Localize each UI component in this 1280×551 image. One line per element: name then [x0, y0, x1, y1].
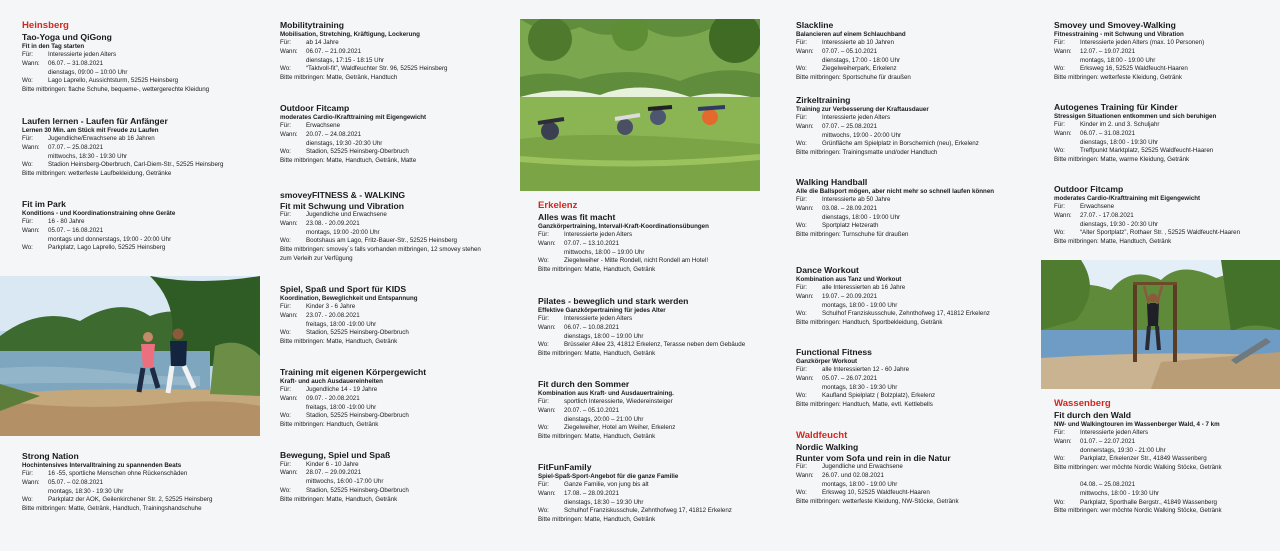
row-fuer: Für: alle Interessierten 12 - 60 Jahre: [796, 366, 910, 373]
row-fuer: Für: 16 - 80 Jahre: [22, 218, 85, 225]
row-wo: Wo: Stadion Heinsberg-Oberbruch, Carl-Diem-Str., 52525 Heinsberg: [22, 161, 224, 169]
course-title: Autogenes Training für Kinder: [1054, 102, 1178, 112]
row-wo: Wo: Schulhof Franziskusschule, Zehnthofweg 17, 41812 Erkelenz: [796, 310, 990, 318]
bring-along: Bitte mitbringen: Matte, Handtuch, Getränk: [280, 495, 398, 503]
row-wann: Wann: 07.07. – 13.10.2021: [538, 239, 620, 247]
row-wann: Wann: 05.07. – 26.07.2021: [796, 374, 878, 382]
row-wo: Wo: Kaufland Spielplatz ( Bolzplatz), Erkelenz: [796, 392, 936, 400]
row-wo: Wo: Stadion, 52525 Heinsberg-Oberbruch: [280, 148, 409, 156]
row-wann-time-2: mittwochs, 18:00 - 19:30 Uhr: [1080, 489, 1160, 497]
bring-along: Bitte mitbringen: Handtuch, Matte, evtl. Kettlebells: [796, 401, 933, 409]
section-sommer: [538, 379, 778, 442]
row-wo: Wo: Stadion, 52525 Heinsberg-Oberbruch: [280, 412, 409, 420]
row-wann-time: dienstags, 20:00 – 21:00 Uhr: [564, 415, 644, 423]
course-title: Mobilitytraining: [280, 20, 344, 30]
outdoor-fitness-bar-photo: [1041, 260, 1280, 389]
section-koerpergewicht: [280, 367, 515, 430]
row-fuer: Für: Interessierte jeden Alters: [1054, 429, 1149, 436]
row-fuer: Für: ab 14 Jahre: [280, 39, 339, 46]
row-wann: Wann: 17.08. – 28.09.2021: [538, 489, 620, 497]
row-wann: Wann: 05.07. – 16.08.2021: [22, 226, 104, 234]
row-fuer: Für: Jugendliche und Erwachsene: [280, 211, 387, 218]
row-wo: Wo: Parkplatz, Erkelenzer Str., 41849 Wassenberg: [1054, 455, 1207, 463]
course-subtitle: Alle die Ballsport mögen, aber nicht mehr so schnell laufen können: [796, 187, 995, 195]
section-park: [22, 199, 262, 253]
column-3: [538, 0, 778, 551]
row-wann: Wann: 07.07. – 25.08.2021: [796, 122, 878, 130]
row-fuer: Für: Kinder 6 - 10 Jahre: [280, 460, 359, 468]
row-wann: Wann: 19.07. – 20.09.2021: [796, 292, 878, 300]
course-title: Fit durch den Wald: [1054, 410, 1132, 420]
row-wann: Wann: 28.07. – 29.09.2021: [280, 469, 362, 477]
running-couple-photo: [0, 276, 260, 436]
row-wo: Wo: Sportplatz Hetzerath: [796, 222, 879, 230]
row-wann: Wann: 20.07. – 05.10.2021: [538, 406, 620, 414]
row-wann-time: montags, 18:30 - 19:30 Uhr: [822, 383, 898, 391]
row-wo: Wo: “Alter Sportplatz”, Rothaer Str. , 52525 Waldfeucht-Haaren: [1054, 229, 1241, 237]
bring-along: Bitte mitbringen: Matte, Handtuch, Getränk: [538, 433, 656, 441]
bring-along: Bitte mitbringen: wetterfeste Kleidung, Getränk: [1054, 74, 1182, 82]
bring-along: Bitte mitbringen: Matte, Handtuch, Getränk: [538, 350, 656, 358]
row-fuer: Für: Jugendliche 14 - 19 Jahre: [280, 386, 378, 393]
bring-along-cont: zum Verleih zur Verfügung: [280, 254, 353, 262]
section-smovey-fitness: [280, 190, 515, 264]
section-laufen: [22, 116, 262, 179]
row-wann-time: dienstags, 18:30 – 19:30 Uhr: [564, 498, 644, 506]
course-title: Smovey und Smovey-Walking: [1054, 20, 1176, 30]
course-title: Fit durch den Sommer: [538, 379, 630, 389]
course-subtitle: Lernen 30 Min. am Stück mit Freude zu Laufen: [22, 126, 159, 134]
bring-along: Bitte mitbringen: wer möchte Nordic Walking Stöcke, Getränk: [1054, 464, 1222, 472]
course-title: Tao-Yoga und QiGong: [22, 32, 112, 42]
row-wo: Wo: Parkplatz, Lago Laprello, 52525 Heinsberg: [22, 244, 166, 252]
course-title: Walking Handball: [796, 177, 868, 187]
section-fit-durch-den-wald: [1054, 398, 1280, 516]
row-wo: Wo: Bootshaus am Lago, Fritz-Bauer-Str., 52525 Heinsberg: [280, 237, 457, 245]
row-fuer: Für: Jugendliche und Erwachsene: [796, 463, 903, 470]
course-subtitle: moderates Cardio-/Krafttraining mit Eigengewicht: [1054, 194, 1201, 202]
bring-along: Bitte mitbringen: Trainingsmatte und/oder Handtuch: [796, 149, 938, 157]
row-wann-time: montags, 18:00 - 19:00 Uhr: [1080, 56, 1156, 64]
section-slackline: [796, 20, 1036, 83]
section-nordic: [796, 430, 1036, 507]
row-wann-time: dienstags, 17:00 - 18:00 Uhr: [822, 56, 901, 64]
row-fuer: Für: Interessierte jeden Alters: [538, 315, 633, 322]
course-subtitle: Koordination, Beweglichkeit und Entspannung: [280, 294, 418, 302]
row-wo: Wo: Ziegelweiher, Hotel am Weiher, Erkelenz: [538, 424, 676, 432]
row-wann: Wann: 05.07. – 02.08.2021: [22, 478, 104, 486]
course-subtitle: NW- und Walkingtouren im Wassenberger Wald, 4 - 7 km: [1054, 420, 1220, 428]
course-subtitle: Effektive Ganzkörpertraining für jedes Alter: [538, 306, 666, 314]
row-fuer: Für: Jugendliche/Erwachsene ab 16 Jahren: [22, 135, 155, 142]
course-subtitle: Ganzkörper Workout: [796, 357, 858, 365]
course-title: Outdoor Fitcamp: [280, 103, 350, 113]
location-heading-waldfeucht: Waldfeucht: [796, 430, 848, 441]
row-wann-time: dienstags, 09:00 – 10:00 Uhr: [48, 68, 128, 76]
section-alles: [538, 200, 778, 275]
bring-along: Bitte mitbringen: Handtuch, Sportbekleidung, Getränk: [796, 319, 943, 327]
row-wann: Wann: 06.07. – 10.08.2021: [538, 323, 620, 331]
row-fuer: Für: Interessierte jeden Alters: [22, 51, 117, 58]
row-fuer: Für: Interessierte ab 10 Jahren: [796, 39, 894, 46]
row-wo: Wo: Brüsseler Allee 23, 41812 Erkelenz, Terasse neben dem Gebäude: [538, 341, 746, 349]
course-title: Fit im Park: [22, 199, 66, 209]
section-outdoor-fitcamp-2: [1054, 184, 1280, 247]
bring-along: Bitte mitbringen: Matte, Handtuch, Getränk: [538, 516, 656, 524]
course-title: Pilates - beweglich und stark werden: [538, 296, 689, 306]
course-subtitle: Stressigen Situationen entkommen und sich beruhigen: [1054, 112, 1217, 120]
row-wann: Wann: 27.07. - 17.08.2021: [1054, 211, 1134, 219]
course-title: Nordic Walking: [796, 442, 859, 452]
row-fuer: Für: Interessierte ab 50 Jahre: [796, 196, 891, 203]
bring-along: Bitte mitbringen: wetterfeste Laufbekleidung, Getränke: [22, 170, 172, 178]
row-fuer: Für: Ganze Familie, von jung bis alt: [538, 481, 649, 488]
section-outdoor-fitcamp: [280, 103, 515, 166]
row-wann: Wann: 26.07. und 02.08.2021: [796, 471, 884, 479]
course-subtitle: Kraft- und auch Ausdauereinheiten: [280, 377, 383, 385]
row-fuer: Für: Erwachsene: [1054, 203, 1115, 210]
row-wo: Wo: Erksweg 10, 52525 Waldfeucht-Haaren: [796, 489, 930, 497]
row-wo: Wo: Treffpunkt Marktplatz, 52525 Waldfeucht-Haaren: [1054, 147, 1214, 155]
row-wann: Wann: 01.07. – 22.07.2021: [1054, 437, 1136, 445]
course-title: Training mit eigenen Körpergewicht: [280, 367, 427, 377]
course-title: Alles was fit macht: [538, 212, 616, 222]
bring-along: Bitte mitbringen: Turnschuhe für draußen: [796, 231, 909, 239]
row-wo: Wo: Grünfläche am Spielplatz in Borschemich (neu), Erkelenz: [796, 140, 979, 148]
bring-along-2: Bitte mitbringen: wer möchte Nordic Walking Stöcke, Getränk: [1054, 507, 1222, 515]
row-wann-time: montags, 18:00 - 19:00 Uhr: [822, 301, 898, 309]
section-mobility: [280, 20, 515, 83]
course-title: Laufen lernen - Laufen für Anfänger: [22, 116, 168, 126]
course-subtitle: Kombination aus Tanz und Workout: [796, 275, 902, 283]
row-wann: Wann: 07.07. – 25.08.2021: [22, 143, 104, 151]
section-strong: [22, 451, 262, 514]
row-wann-time: dienstags, 19:30 - 20:30 Uhr: [1080, 220, 1159, 228]
row-wann-time: dienstags, 18:00 – 19:00 Uhr: [564, 332, 644, 340]
row-wann: Wann: 06.07. – 31.08.2021: [22, 59, 104, 67]
course-subtitle: Fit in den Tag starten: [22, 42, 85, 50]
location-heading-wassenberg: Wassenberg: [1054, 398, 1111, 409]
course-subtitle: moderates Cardio-/Krafttraining mit Eigengewicht: [280, 113, 427, 121]
course-subtitle: Hochintensives Intervalltraining zu spannenden Beats: [22, 461, 182, 469]
row-fuer: Für: sportlich Interessierte, Wiedereinsteiger: [538, 398, 673, 405]
course-subtitle: Spiel-Spaß-Sport-Angebot für die ganze Familie: [538, 472, 679, 480]
section-functional: [796, 347, 1036, 410]
course-subtitle: Runter vom Sofa und rein in die Natur: [796, 452, 951, 463]
row-fuer: Für: Erwachsene: [280, 122, 341, 129]
row-wann-2: 04.08. – 25.08.2021: [1080, 480, 1136, 488]
row-wo: Wo: Parkplatz der AOK, Geilenkirchener Str. 2, 52525 Heinsberg: [22, 496, 213, 504]
course-title: smoveyFITNESS & - WALKING: [280, 190, 406, 200]
row-wo: Wo: Schulhof Franziskusschule, Zehnthofweg 17, 41812 Erkelenz: [538, 507, 732, 515]
column-2: [280, 0, 515, 551]
row-wann-time: mittwochs, 16:00 -17:00 Uhr: [306, 478, 384, 486]
section-bewegung: [280, 450, 515, 504]
course-title: Functional Fitness: [796, 347, 872, 357]
row-wann-time: dienstags, 17:15 - 18:15 Uhr: [306, 56, 385, 64]
row-wann: Wann: 23.07. - 20.08.2021: [280, 311, 360, 319]
row-wo: Wo: “Taktvoll-fit”, Waldfeuchter Str. 96, 52525 Heinsberg: [280, 65, 448, 73]
course-title: Bewegung, Spiel und Spaß: [280, 450, 391, 460]
bring-along: Bitte mitbringen: Matte, warme Kleidung, Getränk: [1054, 156, 1190, 164]
row-wann: Wann: 06.07. – 31.08.2021: [1054, 129, 1136, 137]
row-wo: Wo: Stadion, 52525 Heinsberg-Oberbruch: [280, 486, 409, 494]
row-wann-time: freitags, 18:00 -19:00 Uhr: [306, 320, 377, 328]
bring-along: Bitte mitbringen: Sportschuhe für draußen: [796, 74, 911, 82]
location-heading-heinsberg: Heinsberg: [22, 20, 69, 31]
row-wann-time: mittwochs, 18:00 – 19:00 Uhr: [564, 248, 645, 256]
course-title: Strong Nation: [22, 451, 79, 461]
location-heading-erkelenz: Erkelenz: [538, 200, 578, 211]
bring-along: Bitte mitbringen: Matte, Handtuch, Getränk, Matte: [280, 157, 417, 165]
row-wo: Wo: Lago Laprello, Aussichtsturm, 52525 Heinsberg: [22, 77, 179, 85]
row-wann: Wann: 06.07. – 21.09.2021: [280, 47, 362, 55]
course-subtitle: Kombination aus Kraft- und Ausdauertraining.: [538, 389, 674, 397]
bring-along: Bitte mitbringen: flache Schuhe, bequeme-, wettergerechte Kleidung: [22, 86, 210, 94]
row-wann: Wann: 20.07. – 24.08.2021: [280, 130, 362, 138]
row-wo: Wo: Ziegelweiher - Mitte Rondell, nicht Rondell am Hotel!: [538, 257, 709, 265]
course-subtitle: Konditions - und Koordinationstraining ohne Geräte: [22, 209, 176, 217]
bring-along: Bitte mitbringen: Matte, Handtuch, Getränk: [280, 338, 398, 346]
row-wo-2: Wo: Parkplatz, Sporthalle Bergstr., 41849 Wassenberg: [1054, 498, 1218, 506]
section-zirkel: [796, 95, 1036, 158]
section-smovey-walking: [1054, 20, 1280, 83]
bring-along: Bitte mitbringen: Matte, Getränk, Handtuch: [280, 74, 398, 82]
course-subtitle: Ganzkörpertraining, Intervall-Kraft-Koordinationsübungen: [538, 222, 709, 230]
bring-along: Bitte mitbringen: Handtuch, Getränk: [280, 421, 379, 429]
row-fuer: Für: Interessierte jeden Alters: [796, 114, 891, 121]
row-wann-time: dienstags, 18:00 - 19:30 Uhr: [1080, 138, 1159, 146]
row-fuer: Für: Interessierte jeden Alters (max. 10 Personen): [1054, 39, 1205, 46]
row-fuer: Für: alle Interessierten ab 16 Jahre: [796, 284, 906, 291]
column-4: [796, 0, 1036, 551]
course-subtitle: Training zur Verbesserung der Kraftausdauer: [796, 105, 929, 113]
row-fuer: Für: 16 -55, sportliche Menschen ohne Rückenschäden: [22, 470, 188, 477]
row-wann-time: dienstags, 19:30 -20:30 Uhr: [306, 139, 383, 147]
section-fitfunfamily: [538, 462, 778, 525]
row-wann: Wann: 09.07. - 20.08.2021: [280, 394, 360, 402]
course-title: FitFunFamily: [538, 462, 592, 472]
course-title: Dance Workout: [796, 265, 859, 275]
row-wann-time: montags und donnerstags, 19:00 - 20:00 Uhr: [48, 235, 172, 243]
row-wo: Wo: Erksweg 16, 52525 Waldfeucht-Haaren: [1054, 65, 1188, 73]
row-wann-time: donnerstags, 19:30 - 21:00 Uhr: [1080, 446, 1166, 454]
row-fuer: Für: Interessierte jeden Alters: [538, 231, 633, 238]
bring-along: Bitte mitbringen: smovey´s falls vorhanden mitbringen, 12 smovey stehen: [280, 246, 481, 254]
row-fuer: Für: Kinder im 2. und 3. Schuljahr: [1054, 121, 1160, 128]
bring-along: Bitte mitbringen: Matte, Handtuch, Getränk: [1054, 238, 1172, 246]
course-subtitle: Balancieren auf einem Schlauchband: [796, 30, 906, 38]
row-wann: Wann: 07.07. – 05.10.2021: [796, 47, 878, 55]
course-subtitle: Mobilisation, Stretching, Kräftigung, Lockerung: [280, 30, 420, 38]
row-fuer: Für: Kinder 3 - 6 Jahre: [280, 303, 356, 310]
row-wann: Wann: 23.08. - 20.09.2021: [280, 219, 360, 227]
section-kids: [280, 284, 515, 347]
course-title: Outdoor Fitcamp: [1054, 184, 1124, 194]
bring-along: Bitte mitbringen: Matte, Handtuch, Getränk: [538, 266, 656, 274]
row-wann-time: mittwochs, 19:00 - 20:00 Uhr: [822, 131, 902, 139]
course-subtitle: Fitnesstraining - mit Schwung und Vibration: [1054, 30, 1184, 38]
course-title: Spiel, Spaß und Sport für KIDS: [280, 284, 407, 294]
section-pilates: [538, 296, 778, 359]
bring-along: Bitte mitbringen: wetterfeste Kleidung, NW-Stöcke, Getränk: [796, 498, 959, 506]
course-subtitle: Fit mit Schwung und Vibration: [280, 200, 404, 211]
row-wo: Wo: Stadion, 52525 Heinsberg-Oberbruch: [280, 329, 409, 337]
course-title: Zirkeltraining: [796, 95, 851, 105]
section-walking-handball: [796, 177, 1036, 240]
row-wann-time: montags, 19:00 -20:00 Uhr: [306, 228, 380, 236]
row-wann-time: dienstags, 18:00 - 19:00 Uhr: [822, 213, 901, 221]
row-wann: Wann: 12.07. – 19.07.2021: [1054, 47, 1136, 55]
row-wann-time: mittwochs, 18:30 - 19:30 Uhr: [48, 152, 128, 160]
row-wann-time: freitags, 18:00 -19:00 Uhr: [306, 403, 377, 411]
row-wann: Wann: 03.08. – 28.09.2021: [796, 204, 878, 212]
course-title: Slackline: [796, 20, 834, 30]
bring-along: Bitte mitbringen: Matte, Getränk, Handtuch, Trainingshandschuhe: [22, 505, 202, 513]
section-dance: [796, 265, 1036, 328]
row-wann-time: montags, 18:00 - 19:00 Uhr: [822, 480, 898, 488]
section-autogenes: [1054, 102, 1280, 165]
row-wo: Wo: Ziegelweiherpark, Erkelenz: [796, 65, 897, 73]
section-taoyoga: [22, 20, 262, 95]
row-wann-time: montags, 18:30 - 19:30 Uhr: [48, 487, 124, 495]
